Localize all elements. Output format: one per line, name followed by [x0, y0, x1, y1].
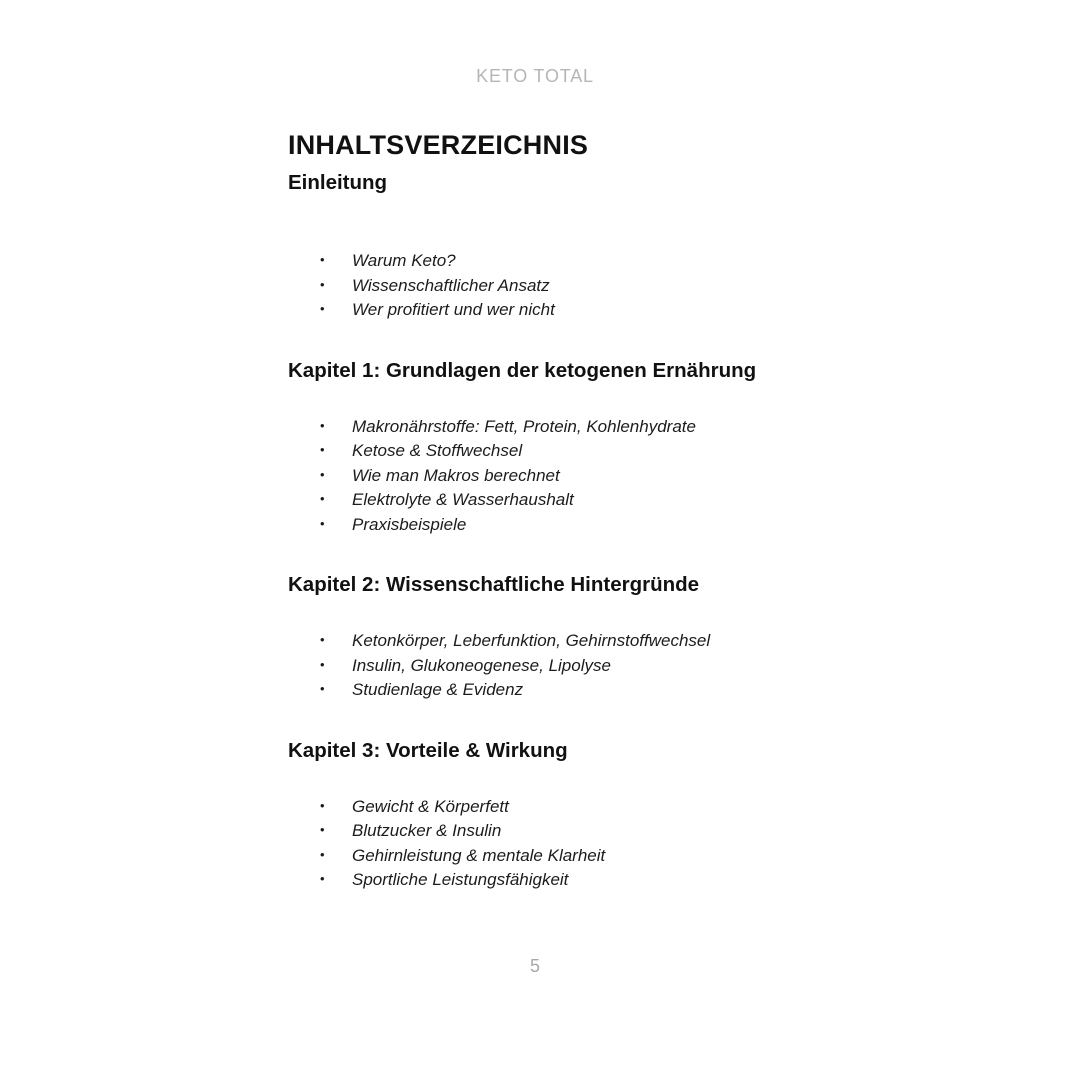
toc-list-item	[288, 844, 828, 869]
toc-item-label: Studienlage & Evidenz	[352, 680, 524, 699]
section-heading: Kapitel 1: Grundlagen der ketogenen Ernährung	[288, 358, 757, 382]
toc-list-item	[288, 298, 828, 323]
toc-section	[288, 736, 828, 893]
bullet-icon: •	[320, 797, 325, 813]
page-number: 5	[529, 956, 540, 976]
toc-list-item	[288, 629, 828, 654]
toc-list	[288, 249, 828, 323]
toc-section	[288, 168, 828, 323]
toc-item-label: Blutzucker & Insulin	[352, 821, 502, 840]
bullet-icon: •	[320, 442, 325, 457]
bullet-icon: •	[320, 276, 325, 292]
toc-list-item	[288, 513, 828, 538]
bullet-icon: •	[320, 871, 325, 886]
toc-item-label: Makronährstoffe: Fett, Protein, Kohlenhydrate	[352, 416, 696, 436]
section-heading: Kapitel 3: Vorteile & Wirkung	[288, 738, 568, 762]
bullet-icon: •	[320, 491, 325, 506]
bullet-icon: •	[320, 515, 325, 531]
toc-list-item	[288, 274, 828, 299]
section-heading: Einleitung	[288, 171, 388, 194]
toc-list-item	[288, 654, 828, 679]
bullet-icon: •	[320, 656, 325, 672]
toc-item-label: Gewicht & Körperfett	[352, 796, 509, 816]
bullet-icon: •	[320, 846, 325, 862]
running-header-book-title: KETO TOTAL	[476, 66, 594, 86]
bullet-icon: •	[320, 417, 325, 433]
bullet-icon: •	[320, 632, 325, 647]
toc-list-item	[288, 678, 828, 703]
toc-item-label: Insulin, Glukoneogenese, Lipolyse	[352, 655, 611, 675]
toc-list	[288, 795, 828, 893]
toc-section	[288, 570, 828, 703]
toc-list-item	[288, 415, 828, 440]
bullet-icon: •	[320, 822, 325, 837]
toc-section	[288, 356, 828, 538]
bullet-icon: •	[320, 301, 325, 316]
toc-list-item	[288, 488, 828, 513]
toc-item-label: Wie man Makros berechnet	[352, 465, 560, 485]
toc-item-label: Ketonkörper, Leberfunktion, Gehirnstoffwechsel	[352, 631, 711, 650]
toc-list-item	[288, 464, 828, 489]
bullet-icon: •	[320, 466, 325, 482]
toc-item-label: Ketose & Stoffwechsel	[352, 441, 523, 460]
toc-item-label: Praxisbeispiele	[352, 514, 467, 534]
toc-list	[288, 629, 828, 703]
toc-list-item	[288, 249, 828, 274]
page-title: INHALTSVERZEICHNIS	[288, 130, 589, 160]
section-heading: Kapitel 2: Wissenschaftliche Hintergründe	[288, 573, 700, 596]
toc-list-item	[288, 819, 828, 844]
toc-item-label: Sportliche Leistungsfähigkeit	[352, 870, 569, 889]
toc-list-item	[288, 868, 828, 893]
toc-sections	[288, 168, 828, 893]
toc-item-label: Wer profitiert und wer nicht	[352, 300, 555, 319]
toc-item-label: Gehirnleistung & mentale Klarheit	[352, 845, 606, 865]
toc-list-item	[288, 795, 828, 820]
toc-item-label: Warum Keto?	[352, 251, 456, 270]
toc-page-content	[288, 130, 828, 893]
toc-list	[288, 415, 828, 538]
toc-item-label: Elektrolyte & Wasserhaushalt	[352, 490, 574, 509]
bullet-icon: •	[320, 681, 325, 696]
bullet-icon: •	[320, 252, 325, 267]
toc-list-item	[288, 439, 828, 464]
toc-item-label: Wissenschaftlicher Ansatz	[352, 275, 550, 295]
